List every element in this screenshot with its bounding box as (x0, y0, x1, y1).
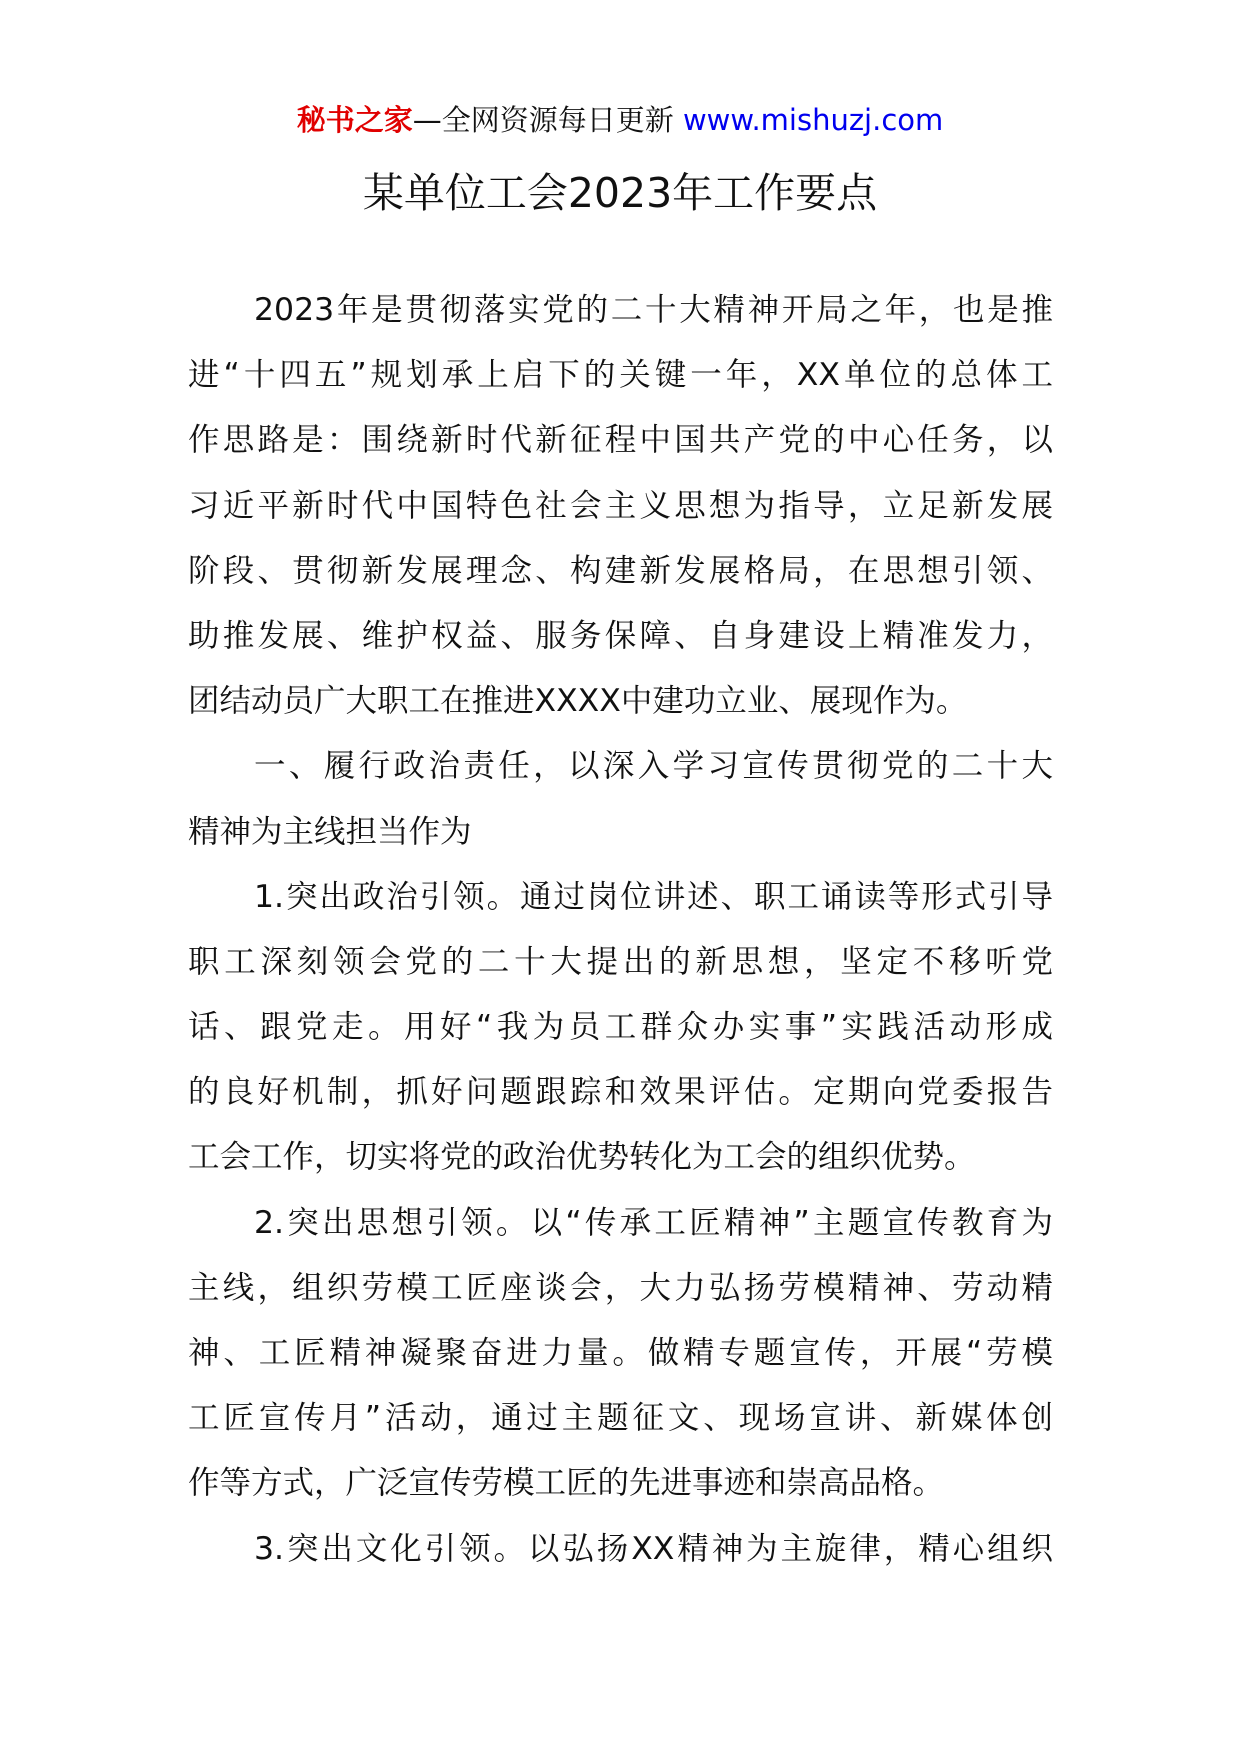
paragraph-line: 2.突出思想引领。以“传承工匠精神”主题宣传教育为 (254, 1204, 1053, 1241)
document-body (188, 290, 1053, 1594)
paragraph-line: 进“十四五”规划承上启下的关键一年，XX单位的总体工 (188, 357, 1053, 394)
paragraph-line: 神、工匠精神凝聚奋进力量。做精专题宣传，开展“劳模 (188, 1335, 1053, 1371)
section-heading-line: 精神为主线担当作为 (188, 813, 472, 850)
site-header (0, 100, 1240, 140)
paragraph-line: 作思路是：围绕新时代新征程中国共产党的中心任务，以 (188, 422, 1053, 459)
document-title: 某单位工会2023年工作要点 (362, 169, 878, 217)
paragraph-line: 团结动员广大职工在推进XXXX中建功立业、展现作为。 (188, 683, 968, 720)
paragraph-line: 1.突出政治引领。通过岗位讲述、职工诵读等形式引导 (254, 878, 1053, 915)
paragraph-line: 作等方式，广泛宣传劳模工匠的先进事迹和崇高品格。 (188, 1465, 945, 1502)
paragraph-line: 工匠宣传月”活动，通过主题征文、现场宣讲、新媒体创 (188, 1400, 1053, 1437)
paragraph-line: 工会工作，切实将党的政治优势转化为工会的组织优势。 (188, 1139, 976, 1176)
paragraph-line: 2023年是贯彻落实党的二十大精神开局之年，也是推 (254, 292, 1053, 328)
paragraph-line: 助推发展、维护权益、服务保障、自身建设上精准发力， (188, 617, 1053, 654)
brand-name: 秘书之家 (296, 103, 413, 137)
paragraph-line: 习近平新时代中国特色社会主义思想为指导，立足新发展 (188, 487, 1053, 524)
paragraph-line: 话、跟党走。用好“我为员工群众办实事”实践活动形成 (188, 1009, 1053, 1046)
section-heading-line: 一、履行政治责任，以深入学习宣传贯彻党的二十大 (254, 748, 1053, 785)
paragraph-line: 主线，组织劳模工匠座谈会，大力弘扬劳模精神、劳动精 (188, 1269, 1053, 1306)
paragraph-line: 的良好机制，抓好问题跟踪和效果评估。定期向党委报告 (188, 1074, 1053, 1111)
header-tagline: —全网资源每日更新 (412, 103, 674, 137)
paragraph-line: 3.突出文化引领。以弘扬XX精神为主旋律，精心组织 (254, 1530, 1053, 1567)
paragraph-line: 职工深刻领会党的二十大提出的新思想，坚定不移听党 (188, 943, 1053, 980)
paragraph-line: 阶段、贯彻新发展理念、构建新发展格局，在思想引领、 (188, 552, 1053, 589)
site-url-link[interactable]: www.mishuzj.com (682, 103, 944, 137)
